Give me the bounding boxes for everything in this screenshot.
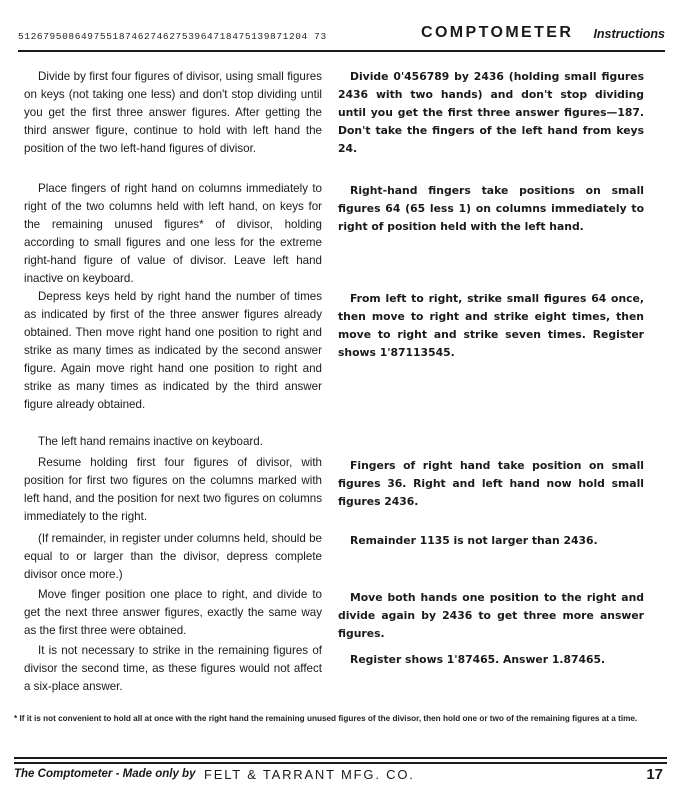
right-paragraph-4: Fingers of right hand take position on small figures 36. Right and left hand now hold small figures 2436.: [338, 459, 644, 508]
right-paragraph-1: Divide 0'456789 by 2436 (holding small figures 2436 with two hands) and don't stop dividing until you get the first three answer figures—187. Don't take the fingers of the left hand from keys 24.: [338, 70, 644, 155]
page-header: [18, 22, 665, 50]
page-number: 17: [646, 766, 663, 783]
left-paragraph-6: (If remainder, in register under columns held, should be equal to or larger than the divisor, depress complete divisor once more.): [24, 532, 322, 581]
footer-rule-upper: [14, 757, 667, 759]
footer-made-by: The Comptometer - Made only by: [14, 768, 196, 780]
header-rule: [18, 50, 665, 52]
page-footer: [14, 766, 667, 786]
header-subtitle: Instructions: [593, 27, 665, 41]
footnote: * If it is not convenient to hold all at once with the right hand the remaining unused figures of the divisor, then hold one or two of the remaining figures at a time.: [14, 714, 638, 723]
left-paragraph-7: Move finger position one place to right, and divide to get the next three answer figures, exactly the same way as the first three were obtained.: [24, 588, 322, 637]
footer-company: FELT & TARRANT MFG. CO.: [204, 767, 415, 782]
left-paragraph-3: Depress keys held by right hand the number of times as indicated by first of the three answer figures already obtained. Then move right hand one position to right and strike as many times as indicated by the second answer figure. Again move right hand one position to right and strike as many times as indicated by the third answer figure already obtained.: [24, 290, 322, 411]
right-paragraph-6: Move both hands one position to the right and divide again by 2436 to get three more answer figures.: [338, 591, 644, 640]
right-paragraph-3: From left to right, strike small figures 64 once, then move to right and strike eight times, then move to right and strike seven times. Register shows 1'87113545.: [338, 292, 644, 359]
left-paragraph-5: Resume holding first four figures of divisor, with position for first two figures on the columns marked with left hand, and the position for next two figures on columns immediately to the right.: [24, 456, 322, 523]
right-paragraph-2: Right-hand fingers take positions on small figures 64 (65 less 1) on columns immediately to right of position held with the left hand.: [338, 184, 644, 233]
brand-title: COMPTOMETER: [421, 24, 574, 41]
right-paragraph-5: Remainder 1135 is not larger than 2436.: [350, 534, 598, 547]
right-paragraph-7: Register shows 1'87465. Answer 1.87465.: [350, 653, 606, 666]
left-paragraph-1: Divide by first four figures of divisor, using small figures on keys (not taking one less) and don't stop dividing until you get the first three answer figures. After getting the third answer figure, continue to hold with left hand the position of the two left-hand figures of divisor.: [24, 70, 322, 155]
digit-strip: 5126795086497551874627462753964718475139871204 73: [18, 31, 327, 42]
footer-rule-lower: [14, 762, 667, 764]
left-paragraph-2: Place fingers of right hand on columns immediately to right of the two columns held with left hand, on keys for the remaining unused figures* of divisor, holding according to small figures and one less for the extreme right-hand figure of value of divisor. Leave left hand inactive on keyboard.: [24, 182, 322, 285]
left-paragraph-4: The left hand remains inactive on keyboard.: [38, 435, 263, 448]
left-paragraph-8: It is not necessary to strike in the remaining figures of divisor the second time, as these figures would not affect a six-place answer.: [24, 644, 322, 693]
